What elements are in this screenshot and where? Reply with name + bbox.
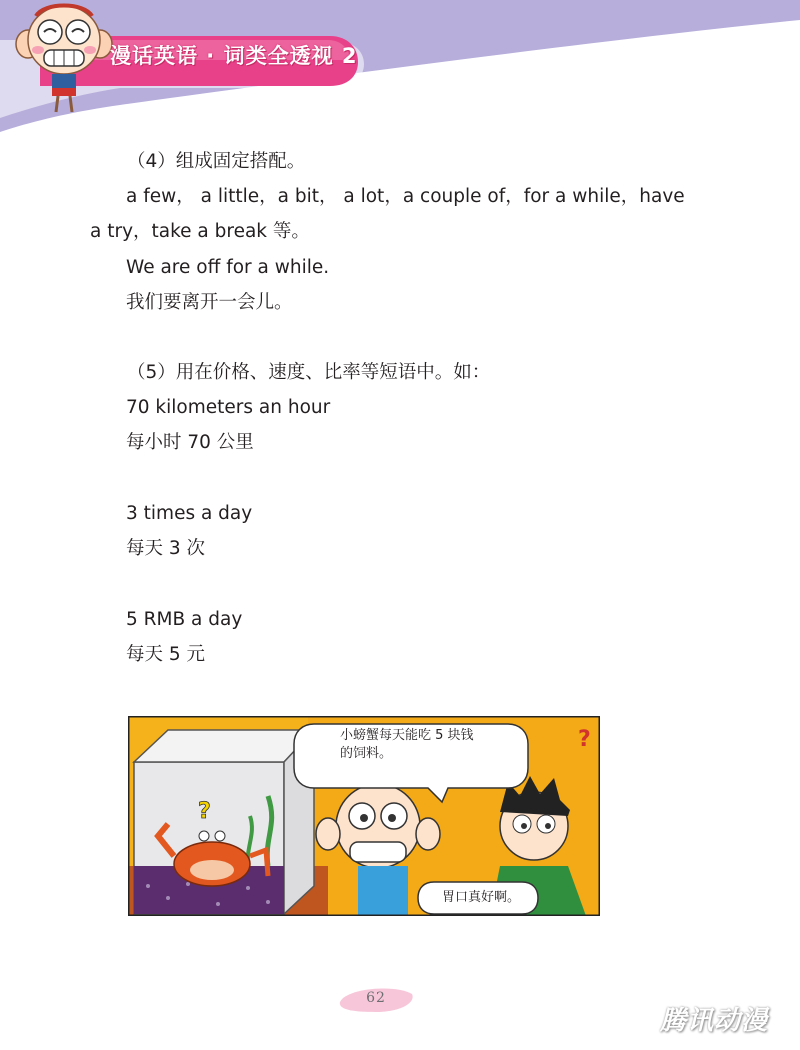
- collocation-list-cont: a try，take a break 等。: [90, 221, 310, 242]
- header-title: 漫话英语 · 词类全透视 2: [110, 44, 358, 68]
- example-price-zh: 每天 5 元: [126, 644, 206, 665]
- svg-text:?: ?: [578, 727, 591, 752]
- example-rate-en: 3 times a day: [126, 503, 253, 524]
- mascot-icon: [14, 2, 114, 114]
- example-speed-en: 70 kilometers an hour: [126, 397, 331, 418]
- example-zh: 我们要离开一会儿。: [126, 292, 293, 313]
- collocation-list: a few， a little，a bit， a lot，a couple of，for a while，have: [126, 186, 685, 207]
- speech-bubble-1-line-2: 的饲料。: [340, 746, 393, 761]
- example-en: We are off for a while.: [126, 257, 330, 278]
- watermark: 腾讯动漫: [660, 1006, 769, 1036]
- page-number: [336, 984, 416, 1014]
- section-4-heading: （4）组成固定搭配。: [127, 151, 306, 172]
- section-5-heading: （5）用在价格、速度、比率等短语中。如：: [127, 362, 491, 383]
- example-rate-zh: 每天 3 次: [126, 538, 206, 559]
- speech-bubble-1-line-1: 小螃蟹每天能吃 5 块钱: [340, 728, 474, 743]
- svg-text:?: ?: [198, 799, 211, 824]
- comic-panel: [128, 716, 600, 916]
- example-price-en: 5 RMB a day: [126, 609, 243, 630]
- speech-bubble-2: 胃口真好啊。: [442, 890, 521, 905]
- header-band: [0, 0, 800, 140]
- page-number-text: 62: [366, 990, 386, 1006]
- example-speed-zh: 每小时 70 公里: [126, 432, 254, 453]
